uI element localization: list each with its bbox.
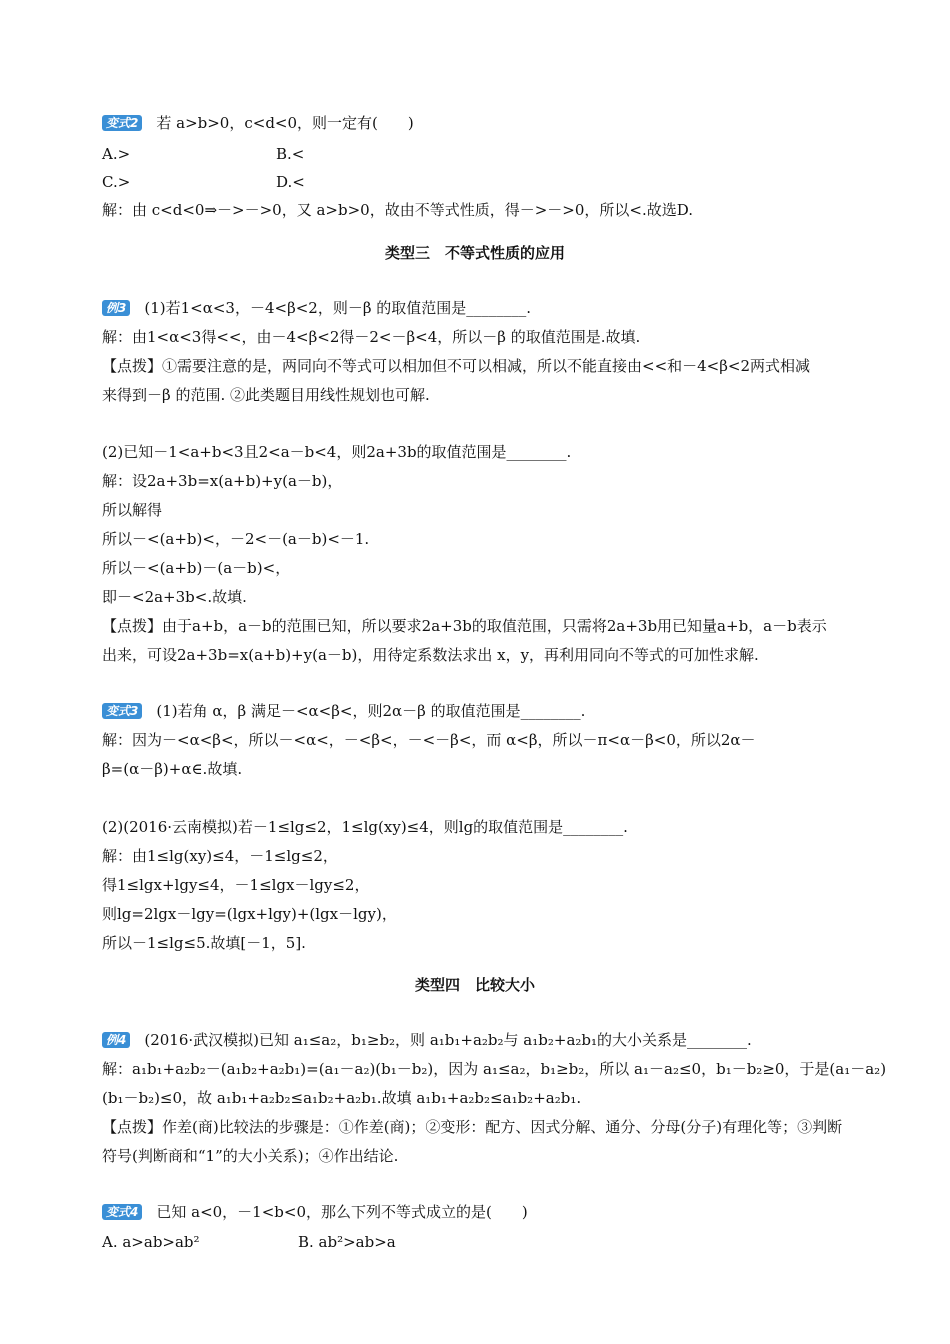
option-a: A.> (102, 145, 131, 163)
example-4-question (102, 1030, 752, 1050)
question-text: 若 a>b>0，c<d<0，则一定有( ) (156, 114, 414, 132)
variant-3-solution-2c: 则lg=2lgx－lgy=(lgx+lgy)+(lgx－lgy)， (102, 905, 397, 923)
question-text: 已知 a<0，－1<b<0，那么下列不等式成立的是( ) (156, 1203, 528, 1221)
example-3-tag: 例3 (102, 300, 130, 316)
question-text: (1)若角 α，β 满足－<α<β<，则2α－β 的取值范围是________. (156, 702, 586, 720)
section-heading-type-4: 类型四 比较大小 (414, 976, 535, 994)
example-3-tip-2b: 出来，可设2a+3b=x(a+b)+y(a－b)，用待定系数法求出 x，y，再利用同向不等式的可加性求解. (102, 646, 759, 664)
example-4-tag: 例4 (102, 1032, 130, 1048)
variant-4-question (102, 1202, 528, 1222)
variant-3-question-2: (2)(2016·云南模拟)若－1≤lg≤2，1≤lg(xy)≤4，则lg的取值范围是________. (102, 818, 628, 836)
variant-4-tag: 变式4 (102, 1204, 142, 1220)
example-3-tip-2a: 【点拨】由于a+b，a－b的范围已知，所以要求2a+3b的取值范围，只需将2a+3b用已知量a+b，a－b表示 (102, 617, 827, 635)
example-3-tip-1b: 来得到－β 的范围. ②此类题目用线性规划也可解. (102, 386, 430, 404)
variant-3-solution-2a: 解：由1≤lg(xy)≤4，－1≤lg≤2， (102, 847, 338, 865)
variant-3-tag: 变式3 (102, 703, 142, 719)
variant-3-solution-1b: β=(α－β)+α∈.故填. (102, 760, 243, 778)
variant-3-question-1 (102, 701, 585, 721)
example-3-solution-2a: 解：设2a+3b=x(a+b)+y(a－b)， (102, 472, 343, 490)
example-4-tip-1: 【点拨】作差(商)比较法的步骤是：①作差(商)；②变形：配方、因式分解、通分、分母(分子)有理化等；③判断 (102, 1118, 843, 1136)
option-a: A. a>ab>ab² (102, 1233, 200, 1251)
question-text: (2016·武汉模拟)已知 a₁≤a₂，b₁≥b₂，则 a₁b₁+a₂b₂与 a₁b₂+a₂b₁的大小关系是________. (144, 1031, 752, 1049)
question-text: (1)若1<α<3，－4<β<2，则－β 的取值范围是________. (144, 299, 532, 317)
option-row-cd (102, 172, 305, 192)
example-3-solution-2e: 即－<2a+3b<.故填. (102, 588, 247, 606)
section-heading-type-3: 类型三 不等式性质的应用 (384, 244, 565, 262)
example-3-solution-1: 解：由1<α<3得<<，由－4<β<2得－2<－β<4，所以－β 的取值范围是.故填. (102, 328, 641, 346)
example-3-solution-2c: 所以－<(a+b)<，－2<－(a－b)<－1. (102, 530, 370, 548)
option-c: C.> (102, 173, 131, 191)
example-3-question-1 (102, 298, 531, 318)
example-4-solution-2: (b₁－b₂)≤0，故 a₁b₁+a₂b₂≤a₁b₂+a₂b₁.故填 a₁b₁+a₂b₂≤a₁b₂+a₂b₁. (102, 1089, 582, 1107)
example-4-solution-1: 解：a₁b₁+a₂b₂－(a₁b₂+a₂b₁)=(a₁－a₂)(b₁－b₂)，因为 a₁≤a₂，b₁≥b₂，所以 a₁－a₂≤0，b₁－b₂≥0，于是(a₁－a₂) (102, 1060, 887, 1078)
variant-3-solution-2d: 所以－1≤lg≤5.故填[－1，5]. (102, 934, 306, 952)
option-d: D.< (276, 173, 305, 191)
option-row-ab (102, 144, 305, 164)
option-b: B.< (276, 145, 305, 163)
variant-3-solution-1a: 解：因为－<α<β<，所以－<α<，－<β<，－<－β<，而 α<β，所以－π<α－β<0，所以2α－ (102, 731, 756, 749)
option-b: B. ab²>ab>a (298, 1233, 396, 1251)
variant-2-solution: 解：由 c<d<0⇒－>－>0，又 a>b>0，故由不等式性质，得－>－>0，所以<.故选D. (102, 201, 693, 219)
example-3-question-2: (2)已知－1<a+b<3且2<a－b<4，则2a+3b的取值范围是________. (102, 443, 572, 461)
example-3-solution-2d: 所以－<(a+b)－(a－b)<， (102, 559, 291, 577)
variant-2-tag: 变式2 (102, 115, 142, 131)
variant-4-options (102, 1232, 396, 1252)
variant-2-question (102, 113, 414, 133)
example-4-tip-2: 符号(判断商和“1”的大小关系)；④作出结论. (102, 1147, 399, 1165)
example-3-tip-1a: 【点拨】①需要注意的是，两同向不等式可以相加但不可以相减，所以不能直接由<<和－4<β<2两式相减 (102, 357, 811, 375)
variant-3-solution-2b: 得1≤lgx+lgy≤4，－1≤lgx－lgy≤2， (102, 876, 370, 894)
example-3-solution-2b: 所以解得 (102, 501, 163, 519)
